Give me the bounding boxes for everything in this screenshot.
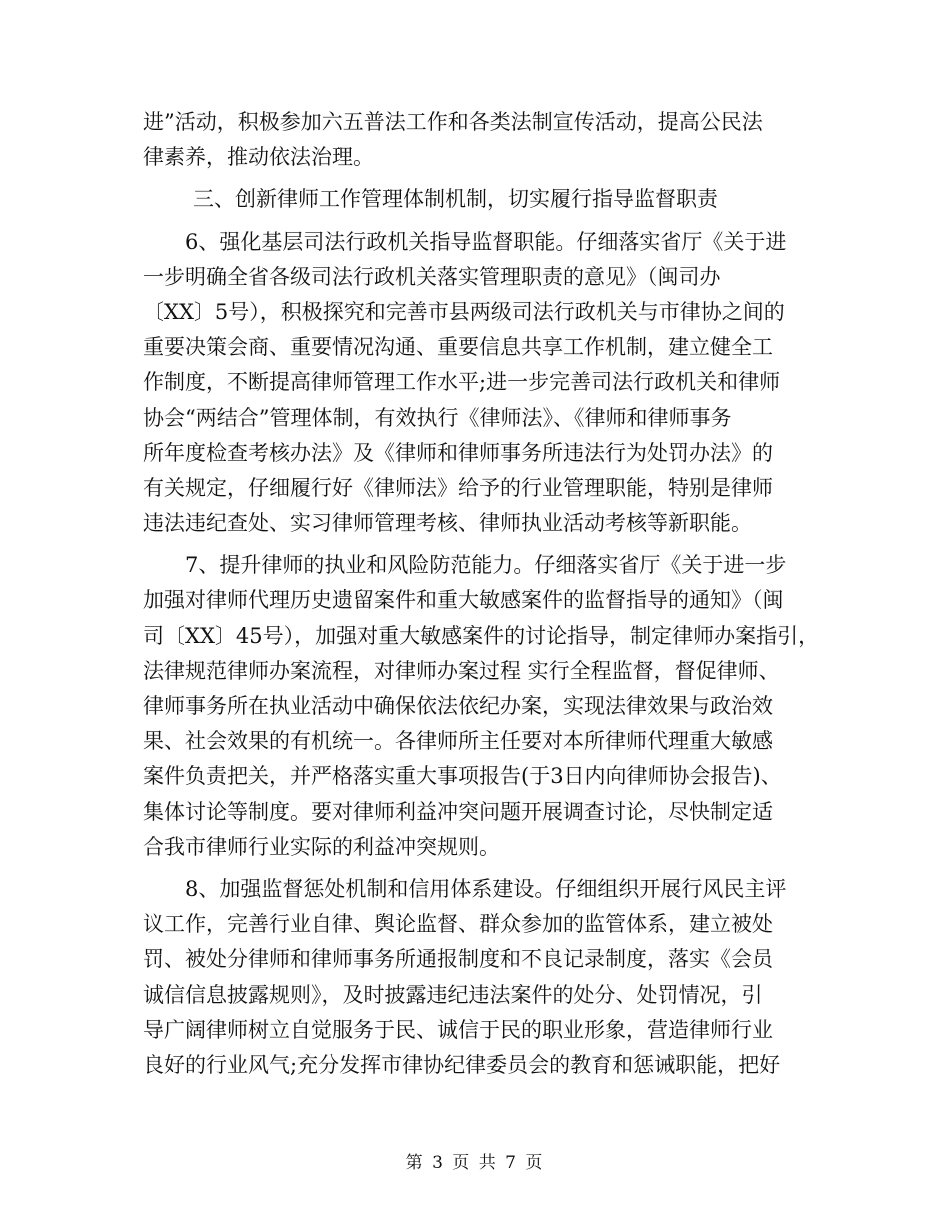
paragraph-8-first-line: 8、加强监督惩处机制和信用体系建设。仔细组织开展行风民主评 bbox=[185, 876, 787, 901]
document-body bbox=[143, 105, 825, 1083]
text-line: 律师事务所在执业活动中确保依法依纪办案，实现法律效果与政治效 bbox=[143, 694, 773, 718]
text-line: 果、社会效果的有机统一。各律师所主任要对本所律师代理重大敏感 bbox=[143, 729, 773, 754]
text-line: 违法违纪查处、实习律师管理考核、律师执业活动考核等新职能。 bbox=[143, 511, 752, 536]
text-line: 合我市律师行业实际的利益冲突规则。 bbox=[143, 834, 500, 859]
text-line: 一步明确全省各级司法行政机关落实管理职责的意见》（闽司办 bbox=[143, 264, 721, 289]
text-line: 良好的行业风气;充分发挥市律协纪律委员会的教育和惩诫职能，把好 bbox=[143, 1052, 781, 1077]
paragraph-7-first-line: 7、提升律师的执业和风险防范能力。仔细落实省厅《关于进一步 bbox=[185, 553, 787, 578]
text-line: 进”活动，积极参加六五普法工作和各类法制宣传活动，提高公民法 bbox=[143, 110, 763, 134]
text-line: 法律规范律师办案流程，对律师办案过程 实行全程监督，督促律师、 bbox=[143, 658, 780, 683]
text-line: 罚、被处分律师和律师事务所通报制度和不良记录制度，落实《会员 bbox=[143, 947, 773, 972]
text-line: 加强对律师代理历史遗留案件和重大敏感案件的监督指导的通知》（闽 bbox=[143, 588, 784, 613]
text-line: 作制度，不断提高律师管理工作水平;进一步完善司法行政机关和律师 bbox=[143, 370, 781, 395]
text-line: 集体讨论等制度。要对律师利益冲突问题开展调查讨论，尽快制定适 bbox=[143, 799, 773, 824]
text-line: 司〔XX〕45号），加强对重大敏感案件的讨论指导，制定律师办案指引， bbox=[143, 623, 820, 648]
paragraph-6-first-line: 6、强化基层司法行政机关指导监督职能。仔细落实省厅《关于进 bbox=[185, 229, 787, 254]
text-line: 所年度检查考核办法》及《律师和律师事务所违法行为处罚办法》的 bbox=[143, 440, 773, 465]
text-line: 〔XX〕5号），积极探究和完善市县两级司法行政机关与市律协之间的 bbox=[143, 299, 785, 324]
page-number-footer: 第 3 页 共 7 页 bbox=[405, 1153, 545, 1173]
text-line: 议工作，完善行业自律、舆论监督、群众参加的监管体系，建立被处 bbox=[143, 912, 773, 937]
text-line: 诚信信息披露规则》，及时披露违纪违法案件的处分、处罚情况，引 bbox=[143, 982, 763, 1007]
section-heading: 三、创新律师工作管理体制机制，切实履行指导监督职责 bbox=[193, 187, 718, 212]
text-line: 协会“两结合”管理体制，有效执行《律师法》、《律师和律师事务 bbox=[143, 405, 732, 430]
text-line: 有关规定，仔细履行好《律师法》给予的行业管理职能，特别是律师 bbox=[143, 475, 773, 500]
text-line: 导广阔律师树立自觉服务于民、诚信于民的职业形象，营造律师行业 bbox=[143, 1017, 773, 1042]
text-line: 重要决策会商、重要情况沟通、重要信息共享工作机制，建立健全工 bbox=[143, 335, 773, 360]
text-line: 案件负责把关，并严格落实重大事项报告(于3日内向律师协会报告)、 bbox=[143, 764, 782, 789]
text-line: 律素养，推动依法治理。 bbox=[143, 145, 374, 170]
